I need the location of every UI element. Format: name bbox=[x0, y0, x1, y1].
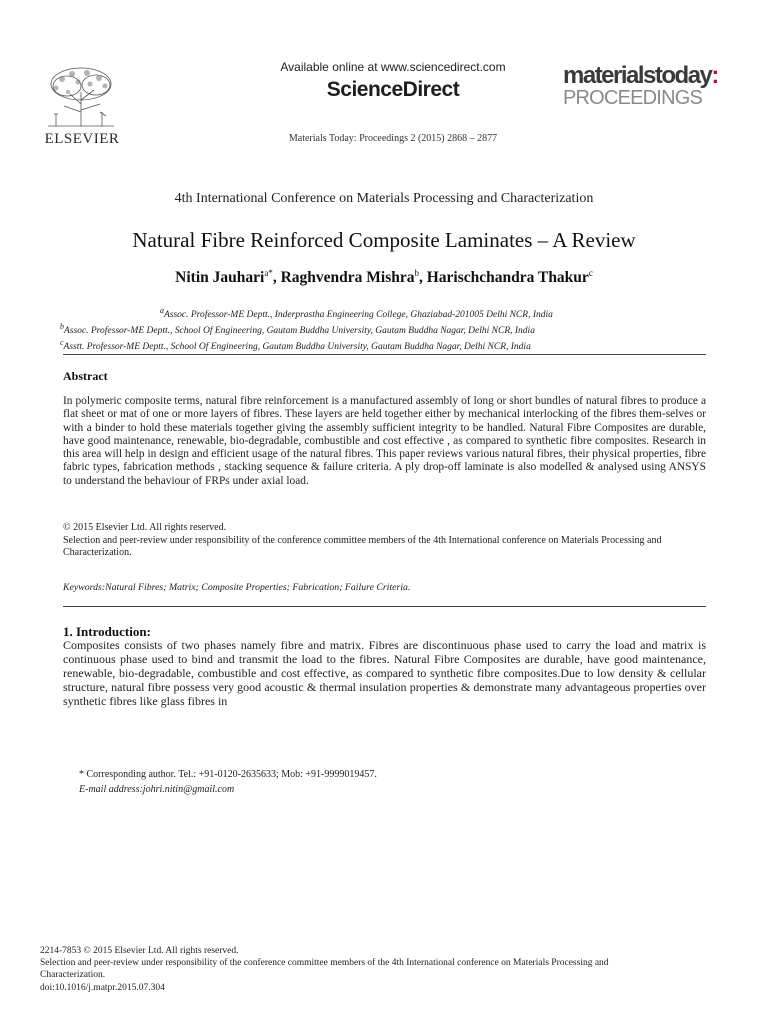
copyright-line: © 2015 Elsevier Ltd. All rights reserved. bbox=[63, 522, 227, 533]
introduction-body: Composites consists of two phases namely fibre and matrix. Fibres are discontinuous phase used to carry the load and matrix is continuous phase used to bind and transmit the load to the fibres. Natural Fibre Composites are durable, have good maintenance, renewable, bio-degradable, combustible and cost effective, as compared to synthetic fibre composites.Due to low density & cellular structure, natural fibre possess very good acoustic & thermal insulation properties & demonstrate many advantageous properties over synthetic fibres like glass fibres in bbox=[63, 638, 706, 708]
author-name: Nitin Jauhari bbox=[175, 269, 265, 287]
author-sup: a* bbox=[264, 268, 273, 278]
affiliation-sup: b bbox=[60, 322, 64, 332]
corresponding-author-footnote: * Corresponding author. Tel.: +91-0120-2635633; Mob: +91-9999019457. bbox=[79, 769, 377, 780]
doi-line: doi:10.1016/j.matpr.2015.07.304 bbox=[40, 982, 165, 993]
logo-line1: materialstoday bbox=[563, 62, 712, 89]
author-sep: , bbox=[418, 269, 427, 287]
author-sup: b bbox=[414, 268, 419, 278]
affiliation-line bbox=[60, 305, 720, 321]
author-sup: c bbox=[588, 268, 593, 278]
peer-review-line: Selection and peer-review under responsibility of the conference committee members of the 4th International conference on Materials Processing and Characterization. bbox=[63, 534, 662, 558]
affiliation-line bbox=[60, 337, 720, 353]
email-footnote: E-mail address:johri.nitin@gmail.com bbox=[79, 784, 235, 795]
author-sep: , bbox=[272, 269, 281, 287]
keywords: Keywords:Natural Fibres; Matrix; Composite Properties; Fabrication; Failure Criteria. bbox=[63, 582, 411, 593]
abstract-heading: Abstract bbox=[63, 369, 108, 383]
author-name: Harischchandra Thakur bbox=[426, 269, 589, 287]
available-online-text: Available online at www.sciencedirect.com bbox=[280, 60, 506, 74]
affiliations bbox=[60, 305, 720, 353]
proceedings-logo-text: PROCEEDINGS bbox=[563, 87, 703, 109]
top-divider bbox=[63, 354, 706, 355]
logo-colon: : bbox=[711, 62, 718, 89]
affiliation-sup: c bbox=[60, 338, 64, 348]
copyright-block bbox=[63, 522, 706, 560]
affiliation-text: Assoc. Professor-ME Deptt., School Of Engineering, Gautam Buddha University, Gautam Buddha Nagar, Delhi NCR, India bbox=[63, 326, 535, 337]
elsevier-tree-icon bbox=[42, 64, 120, 130]
elsevier-wordmark: ELSEVIER bbox=[44, 131, 120, 147]
paper-title: Natural Fibre Reinforced Composite Laminates – A Review bbox=[132, 228, 636, 252]
sciencedirect-logo: ScienceDirect bbox=[326, 78, 460, 101]
affiliation-line bbox=[60, 321, 720, 337]
affiliation-text: Asstt. Professor-ME Deptt., School Of Engineering, Gautam Buddha University, Gautam Buddha Nagar, Delhi NCR, India bbox=[63, 342, 531, 353]
conference-name: 4th International Conference on Materials Processing and Characterization bbox=[174, 191, 594, 206]
author-list bbox=[40, 268, 728, 287]
bottom-peer-review: Selection and peer-review under responsibility of the conference committee members of the 4th International conference on Materials Processing and Characterization. bbox=[40, 958, 609, 981]
page-bottom-info bbox=[40, 945, 660, 994]
affiliation-sup: a bbox=[160, 306, 164, 315]
abstract-body: In polymeric composite terms, natural fibre reinforcement is a manufactured assembly of long or short bundles of natural fibres to produce a flat sheet or mat of one or more layers of fibres. These layers are held together either by mechanical interlocking of the fibres them-selves or with a binder to hold these materials together giving the assembly sufficient integrity to be handled. Natural Fibre Composites are durable, have good maintenance, renewable, bio-degradable, combustible and cost effective , as compared to synthetic fibre composites. Research in this area will help in design and efficient usage of the natural fibres. This paper reviews various natural fibres, their physical properties, fibre fabric types, fabrication methods , stacking sequence & failure criteria. A ply drop-off laminate is also modelled & analysed using ANSYS to understand the behaviour of FRPs under axial load. bbox=[63, 395, 706, 487]
journal-citation: Materials Today: Proceedings 2 (2015) 2868 – 2877 bbox=[288, 133, 498, 144]
issn-line: 2214-7853 © 2015 Elsevier Ltd. All rights reserved. bbox=[40, 946, 239, 956]
abstract-bottom-divider bbox=[63, 606, 706, 607]
materials-today-logo bbox=[563, 62, 718, 90]
author-name: Raghvendra Mishra bbox=[280, 269, 415, 287]
introduction-heading: 1. Introduction: bbox=[63, 624, 151, 639]
affiliation-text: Assoc. Professor-ME Deptt., Inderprastha Engineering College, Ghaziabad-201005 Delhi NCR, India bbox=[163, 310, 553, 321]
